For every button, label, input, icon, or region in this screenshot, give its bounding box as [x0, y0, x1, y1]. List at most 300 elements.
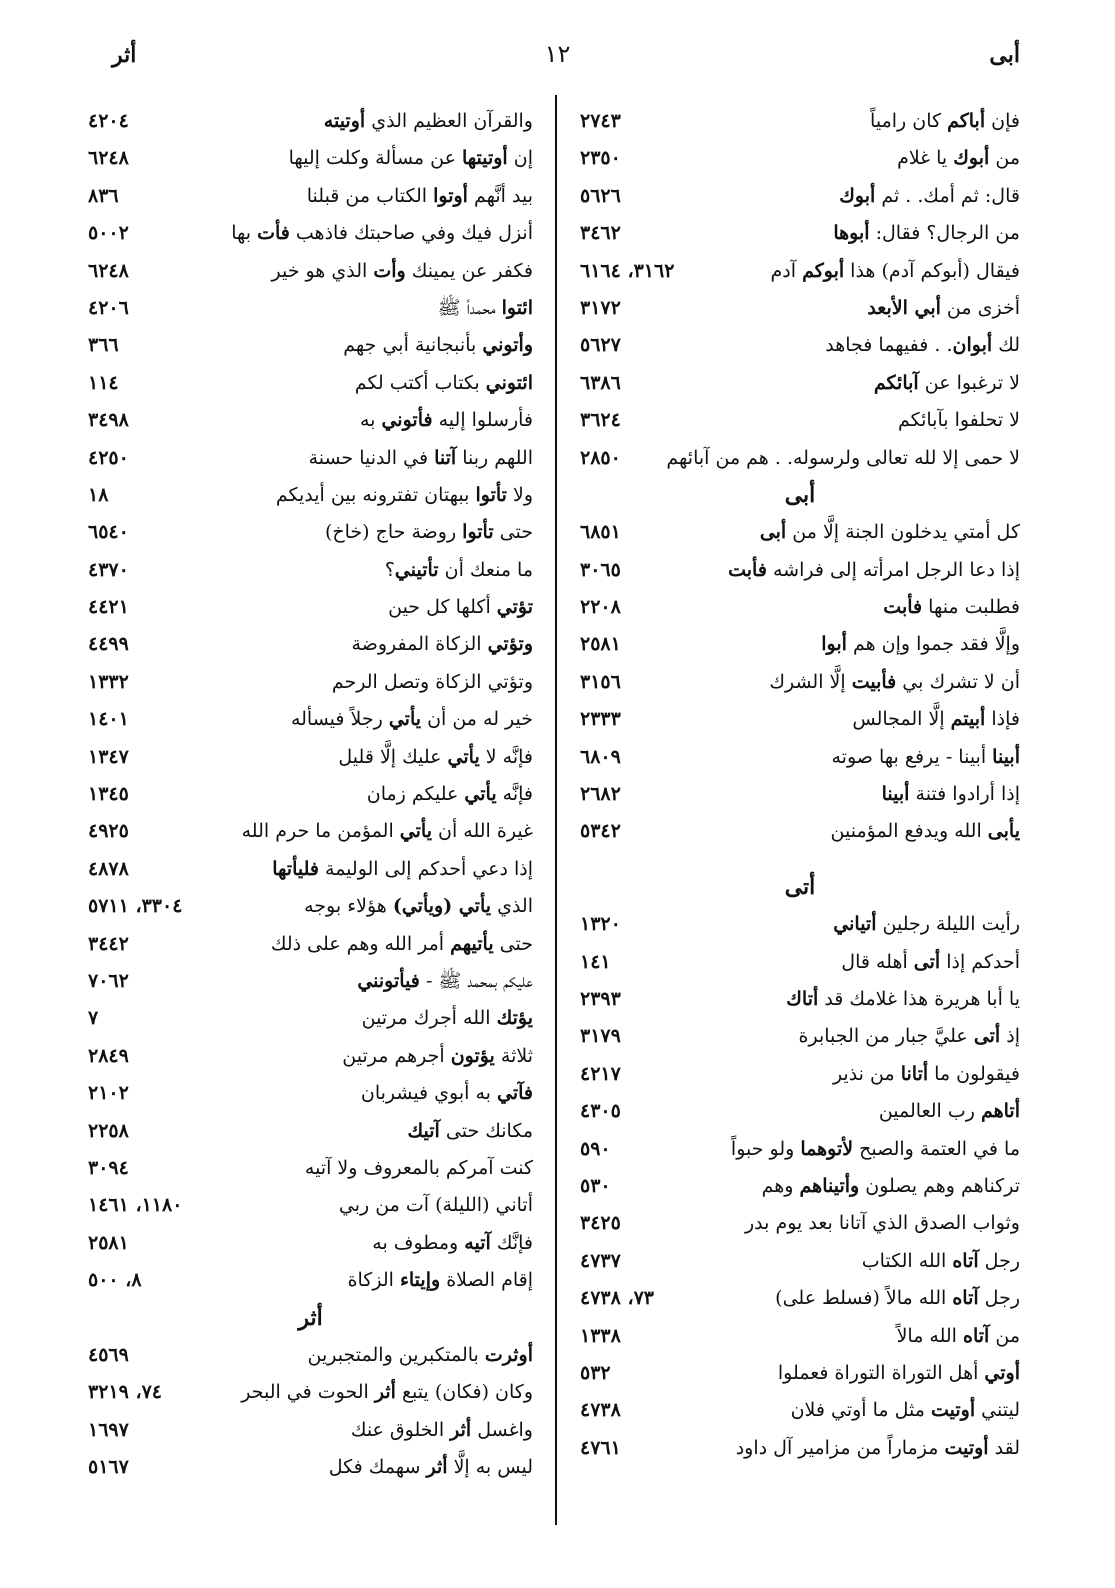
index-entry [88, 290, 533, 327]
text-part: فكفر عن يمينك [405, 259, 533, 282]
hadith-number: ٦٨٥١ [580, 521, 621, 544]
text-part: حتى [493, 521, 533, 544]
keyword: أثر [426, 1456, 448, 1479]
text-part: . . ففيهما فجاهد [825, 334, 953, 357]
text-part: أهل التوراة التوراة فعملوا [777, 1361, 985, 1384]
entry-text [324, 103, 533, 140]
index-entry [580, 1131, 1020, 1168]
hadith-number: ٤٥٦٩ [88, 1343, 129, 1366]
keyword: يأبى [987, 820, 1020, 843]
hadith-number: ١١٤ [88, 371, 119, 394]
text-part: فإنَّه لا [479, 745, 533, 768]
keyword: أبينا [881, 783, 910, 806]
entry-text [799, 1018, 1020, 1055]
index-entry [88, 552, 533, 589]
index-entry [88, 1225, 533, 1262]
entry-text [736, 1430, 1020, 1467]
keyword: أبي الأبعد [867, 296, 941, 319]
page-header [0, 42, 1115, 82]
index-entry [88, 1075, 533, 1112]
entry-text [879, 1093, 1020, 1130]
keyword: آتيه [464, 1231, 491, 1254]
index-entry [580, 739, 1020, 776]
text-part: فيقولون ما [928, 1062, 1020, 1085]
hadith-number: ٣٠٩٤ [88, 1156, 129, 1179]
keyword: يأتي [399, 820, 432, 843]
entry-text [289, 140, 533, 177]
text-part: المؤمن ما حرم الله [241, 820, 400, 843]
entry-text [833, 1056, 1020, 1093]
index-entry [88, 813, 533, 850]
hadith-number: ٥٣٠ [580, 1174, 611, 1197]
entry-text [360, 402, 533, 439]
text-part: الله ويدفع المؤمنين [830, 820, 988, 843]
entry-text [351, 1412, 533, 1449]
keyword: أبوها [833, 222, 870, 245]
entry-text [898, 402, 1020, 439]
entry-text [791, 1392, 1020, 1429]
keyword: أبينا [992, 745, 1020, 768]
keyword: أتاك [786, 987, 819, 1010]
text-part: فيقال (أبوكم آدم) هذا [844, 259, 1020, 282]
text-part: من [989, 147, 1020, 170]
index-entry [580, 1318, 1020, 1355]
index-entry [88, 440, 533, 477]
hadith-number: ٣٤٩٨ [88, 409, 129, 432]
section-gap [580, 851, 1020, 869]
hadith-number: ٤٢١٧ [580, 1062, 621, 1085]
index-entry [88, 664, 533, 701]
hadith-number: ٤٧٣٨ [580, 1399, 621, 1422]
text-part: ثلاثة [494, 1044, 533, 1067]
index-entry [580, 664, 1020, 701]
entry-text [231, 215, 533, 252]
text-part: عليَّ جبار من الجبابرة [798, 1025, 974, 1048]
index-entry [580, 813, 1020, 850]
hadith-number: ٦٨٠٩ [580, 745, 621, 768]
index-entry [580, 776, 1020, 813]
hadith-number: ١٤١ [580, 950, 611, 973]
index-entry [580, 365, 1020, 402]
keyword: أبوا [821, 633, 847, 656]
text-part: الله مالاً (فسلط على) [775, 1287, 953, 1310]
hadith-number: ٣٦٦ [88, 334, 119, 357]
keyword: آتاه [952, 1287, 979, 1310]
text-part: أنزل فيك وفي صاحبتك فاذهب [289, 222, 533, 245]
hadith-number: ٤٢٥٠ [88, 446, 129, 469]
text-part: ليس به إلَّا [447, 1456, 533, 1479]
keyword: أوثرت [484, 1343, 533, 1366]
hadith-number: ١٣٢٠ [580, 913, 621, 936]
index-entry [88, 365, 533, 402]
hadith-number: ١١٨٠، ١٤٦١ [88, 1194, 183, 1217]
text-part: من نذير [832, 1062, 901, 1085]
entry-text [666, 440, 1020, 477]
text-part: غيرة الله أن [431, 820, 533, 843]
keyword: تؤتي [496, 596, 533, 619]
entry-text [821, 626, 1020, 663]
text-part: ببهتان تفترونه بين أيديكم [275, 483, 476, 506]
keyword: آتيك [407, 1119, 440, 1142]
hadith-number: ٣٤٢٥ [580, 1212, 621, 1235]
hadith-number: ٣١٧٩ [580, 1025, 621, 1048]
keyword: أتى [913, 950, 941, 973]
entry-text [867, 290, 1020, 327]
text-part: بأنبجانية أبي جهم [343, 334, 483, 357]
text-part: ولا [506, 483, 533, 506]
text-part: اللهم ربنا [456, 446, 533, 469]
keyword: أبوان [952, 334, 993, 357]
index-entry [580, 1430, 1020, 1467]
keyword: تأتيني [394, 558, 439, 581]
entry-text [367, 776, 533, 813]
index-entry [88, 1262, 533, 1299]
entry-text [870, 103, 1020, 140]
entry-text [355, 365, 533, 402]
entry-text [352, 626, 533, 663]
keyword: فأبيت [851, 670, 897, 693]
text-part: الذي هو خير [271, 259, 374, 282]
entry-text [874, 365, 1020, 402]
text-part: عن مسألة وكلت إليها [288, 147, 462, 170]
text-part: مزماراً من مزامير آل داود [735, 1436, 945, 1459]
entry-text [883, 589, 1020, 626]
keyword: أثر [374, 1381, 396, 1404]
index-entry [88, 327, 533, 364]
keyword: أتياني [833, 913, 877, 936]
entry-text [839, 178, 1020, 215]
text-part: لك [992, 334, 1020, 357]
hadith-number: ٦٢٤٨ [88, 259, 129, 282]
entry-text [841, 944, 1020, 981]
hadith-number: ٥٦٢٧ [580, 334, 621, 357]
text-part: فطلبت منها [922, 596, 1020, 619]
keyword: أوتيته [323, 110, 366, 132]
entry-text [833, 906, 1020, 943]
hadith-number: ٤٧٣٧ [580, 1249, 621, 1272]
entry-text [242, 813, 533, 850]
text-part: بها [231, 222, 258, 245]
text-part: ؟ [384, 558, 395, 581]
keyword: فيأتونني [357, 969, 420, 992]
hadith-number: ١٣٤٧ [88, 745, 129, 768]
hadith-number: ٣١٧٢ [580, 296, 621, 319]
index-entry [580, 140, 1020, 177]
text-part: رب العالمين [878, 1100, 981, 1123]
entry-text [307, 178, 533, 215]
entry-text [385, 552, 533, 589]
text-part: إذ [1000, 1025, 1020, 1048]
index-entry [580, 906, 1020, 943]
entry-text [762, 1168, 1020, 1205]
text-part: في الدنيا حسنة [308, 446, 435, 469]
text-part: أكلها كل حين [388, 596, 497, 619]
text-part: فإذا [985, 708, 1020, 731]
entry-text [339, 1187, 533, 1224]
index-entry [88, 1449, 533, 1486]
keyword: أتانا [900, 1062, 929, 1085]
text-part: أجرهم مرتين [342, 1044, 451, 1067]
entry-text [361, 1075, 533, 1112]
index-entry [88, 402, 533, 439]
text-part: فإن [985, 110, 1020, 132]
hadith-number: ٣٤٤٢ [88, 932, 129, 955]
text-part: إن [507, 147, 533, 170]
keyword: وأتوني [482, 334, 533, 357]
hadith-number: ٢٢٥٨ [88, 1119, 129, 1142]
index-entry [580, 290, 1020, 327]
index-entry [580, 1056, 1020, 1093]
hadith-number: ١٨ [88, 483, 109, 506]
hadith-number: ٨٣٦ [88, 184, 119, 207]
entry-text [272, 851, 533, 888]
entry-text [325, 514, 533, 551]
text-part: فإنَّه [496, 783, 533, 806]
hadith-number: ٥٦٢٦ [580, 184, 621, 207]
entry-text [309, 440, 533, 477]
index-entry [88, 1000, 533, 1037]
hadith-number: ٢٥٨١ [88, 1231, 129, 1254]
index-entry [88, 701, 533, 738]
text-part: أبينا - يرفع بها صوته [831, 745, 993, 768]
text-part: آدم [770, 259, 803, 282]
entry-text [348, 1262, 533, 1299]
text-part: عليكم بمحمد ﷺ - [419, 969, 533, 992]
hadith-number: ٤٢٠٤ [88, 110, 129, 132]
entry-text [825, 327, 1020, 364]
entry-text [897, 140, 1020, 177]
index-entry [88, 1412, 533, 1449]
text-part: رجل [978, 1249, 1020, 1272]
text-part: الحوت في البحر [241, 1381, 375, 1404]
hadith-number: ٥١٦٧ [88, 1456, 129, 1479]
text-part: إذا دعا الرجل امرأته إلى فراشه [766, 558, 1020, 581]
keyword: أبوك [953, 147, 990, 170]
entry-text [271, 253, 533, 290]
text-part: بالمتكبرين والمتجبرين [307, 1343, 485, 1366]
index-entry [88, 514, 533, 551]
hadith-number: ٢٢٠٨ [580, 596, 621, 619]
hadith-number: ٤٣٠٥ [580, 1100, 621, 1123]
keyword: يأتي [447, 745, 480, 768]
index-entry [88, 888, 533, 925]
keyword: آبائكم [873, 371, 919, 394]
index-entry [580, 178, 1020, 215]
keyword: ائتوا [501, 296, 533, 319]
index-entry [88, 926, 533, 963]
hadith-number: ٤٣٧٠ [88, 558, 129, 581]
hadith-number: ٤٨٧٨ [88, 857, 129, 880]
text-part: كان رامياً [870, 110, 948, 132]
keyword: فآتي [497, 1082, 533, 1105]
hadith-number: ٢٨٥٠ [580, 446, 621, 469]
index-entry [580, 1018, 1020, 1055]
index-entry [580, 1355, 1020, 1392]
text-part: الله أجرك مرتين [361, 1007, 497, 1030]
keyword: يأتي (ويأتي) [392, 895, 492, 918]
index-entry [580, 626, 1020, 663]
hadith-number: ٢٣٣٣ [580, 708, 621, 731]
text-part: الزكاة المفروضة [351, 633, 488, 656]
index-entry [580, 1243, 1020, 1280]
index-entry [580, 552, 1020, 589]
index-entry [88, 1374, 533, 1411]
keyword: أوتوا [433, 184, 468, 207]
text-part: وهم [761, 1174, 800, 1197]
index-entry [88, 589, 533, 626]
entry-text [329, 1449, 533, 1486]
text-part: من الرجال؟ فقال: [869, 222, 1020, 245]
right-column [580, 103, 1020, 1467]
entry-text [408, 1113, 533, 1150]
keyword: أثر [450, 1418, 472, 1441]
keyword: وإيتاء [399, 1269, 441, 1292]
keyword: أبوكم [802, 259, 845, 282]
text-part: الذي [491, 895, 533, 918]
keyword: أبوك [839, 184, 876, 207]
index-entry [580, 103, 1020, 140]
header-left-word: أثر [112, 42, 137, 68]
text-part: أمر الله وهم على ذلك [270, 932, 451, 955]
text-part: يا غلام [897, 147, 954, 170]
hadith-number: ٣١٦٢، ٦١٦٤ [580, 259, 675, 282]
section-heading: أبى [784, 481, 816, 508]
keyword: أبى [759, 521, 787, 544]
text-part: كنت آمركم بالمعروف ولا آتيه [304, 1156, 533, 1179]
hadith-number: ٣٤٦٢ [580, 222, 621, 245]
keyword: يؤتون [450, 1044, 495, 1067]
keyword: وأت [373, 259, 406, 282]
text-part: هؤلاء بوجه [304, 895, 393, 918]
entry-text [775, 1280, 1020, 1317]
hadith-number: ٥٣٤٢ [580, 820, 621, 843]
entry-text [438, 290, 533, 327]
keyword: يأتي [464, 783, 497, 806]
entry-text [276, 477, 533, 514]
hadith-number: ٢٣٩٣ [580, 987, 621, 1010]
hadith-number: ٥٣٢ [580, 1361, 611, 1384]
keyword: فأتوني [381, 409, 433, 432]
hadith-number: ٧٤، ٣٢١٩ [88, 1381, 162, 1404]
index-entry [88, 178, 533, 215]
text-part: ما منعك أن [438, 558, 533, 581]
keyword: أتى [973, 1025, 1001, 1048]
entry-text [831, 813, 1020, 850]
text-part: الله مالاً [896, 1324, 963, 1347]
text-part: لا حمى إلا لله تعالى ولرسوله. . هم من آبائهم [666, 446, 1020, 469]
keyword: تأتوا [462, 521, 494, 544]
text-part: وإلَّا فقد جموا وإن هم [846, 633, 1020, 656]
keyword: فأبت [728, 558, 767, 581]
entry-text [760, 514, 1020, 551]
keyword: أوتيت [944, 1436, 989, 1459]
text-part: الله الكتاب [861, 1249, 953, 1272]
text-part: ما في العتمة والصبح [853, 1137, 1020, 1160]
index-entry [88, 215, 533, 252]
index-entry [88, 140, 533, 177]
keyword: أباكم [947, 110, 986, 132]
hadith-number: ٦٥٤٠ [88, 521, 129, 544]
text-part: إلَّا الشرك [769, 670, 852, 693]
text-part: أخزى من [940, 296, 1020, 319]
keyword: أوتيت [930, 1399, 976, 1422]
index-entry [88, 963, 533, 1000]
entry-text [332, 664, 533, 701]
index-entry [88, 739, 533, 776]
index-entry [580, 327, 1020, 364]
entry-text [771, 253, 1020, 290]
text-part: قال: ثم أمك. . ثم [875, 184, 1020, 207]
keyword: أبيتم [950, 708, 986, 731]
hadith-number: ٧٠٦٢ [88, 969, 129, 992]
text-part: سهمك فكل [328, 1456, 427, 1479]
section-heading: أثر [298, 1304, 323, 1331]
text-part: تركناهم وهم يصلون [859, 1174, 1020, 1197]
keyword: فأبت [883, 596, 923, 619]
hadith-number: ٥٩٠ [580, 1137, 611, 1160]
entry-text [291, 701, 533, 738]
text-part: محمداً ﷺ [437, 296, 502, 319]
text-part: بكتاب أكتب لكم [354, 371, 486, 394]
entry-text [241, 1374, 533, 1411]
hadith-number: ١٣٣٢ [88, 670, 129, 693]
hadith-number: ١٤٠١ [88, 708, 129, 731]
keyword: آتنا [434, 446, 457, 469]
text-part: لا ترغبوا عن [918, 371, 1020, 394]
hadith-number: ٢٥٨١ [580, 633, 621, 656]
entry-text [304, 888, 533, 925]
text-part: أتاني (الليلة) آت من ربي [338, 1194, 533, 1217]
index-entry [580, 701, 1020, 738]
text-part: وثواب الصدق الذي آتانا بعد يوم بدر [744, 1212, 1020, 1235]
index-entry [88, 1337, 533, 1374]
text-part: وكان (فكان) يتبع [395, 1381, 533, 1404]
keyword: لأتوهما [800, 1137, 854, 1160]
hadith-number: ٢٧٤٣ [580, 110, 621, 132]
hadith-number: ٨، ٥٠٠ [88, 1269, 142, 1292]
hadith-number: ٣١٥٦ [580, 670, 621, 693]
index-entry [88, 851, 533, 888]
entry-text [338, 739, 533, 776]
keyword: ائتوني [485, 371, 533, 394]
hadith-number: ٤٩٢٥ [88, 820, 129, 843]
keyword: تأتوا [475, 483, 507, 506]
entry-text [882, 776, 1020, 813]
index-entry [88, 776, 533, 813]
hadith-number: ٤٢٠٦ [88, 296, 129, 319]
text-part: عليكم زمان [366, 783, 465, 806]
index-entry [580, 981, 1020, 1018]
index-entry [88, 1187, 533, 1224]
entry-text [308, 1337, 533, 1374]
text-part: الزكاة [347, 1269, 400, 1292]
text-part: به [359, 409, 382, 432]
page-number: ١٢ [544, 40, 571, 68]
text-part: حتى [493, 932, 533, 955]
hadith-number: ٢١٠٢ [88, 1082, 129, 1105]
keyword: أتاهم [980, 1100, 1020, 1123]
index-entry [88, 1150, 533, 1187]
text-part: فأرسلوا إليه [432, 409, 533, 432]
entry-text [362, 1000, 533, 1037]
entry-text [745, 1205, 1020, 1242]
index-entry [580, 589, 1020, 626]
hadith-number: ٤٧٦١ [580, 1436, 621, 1459]
index-entry [580, 1093, 1020, 1130]
hadith-number: ٣٦٢٤ [580, 409, 621, 432]
keyword: آتاه [952, 1249, 979, 1272]
entry-text [372, 1225, 533, 1262]
